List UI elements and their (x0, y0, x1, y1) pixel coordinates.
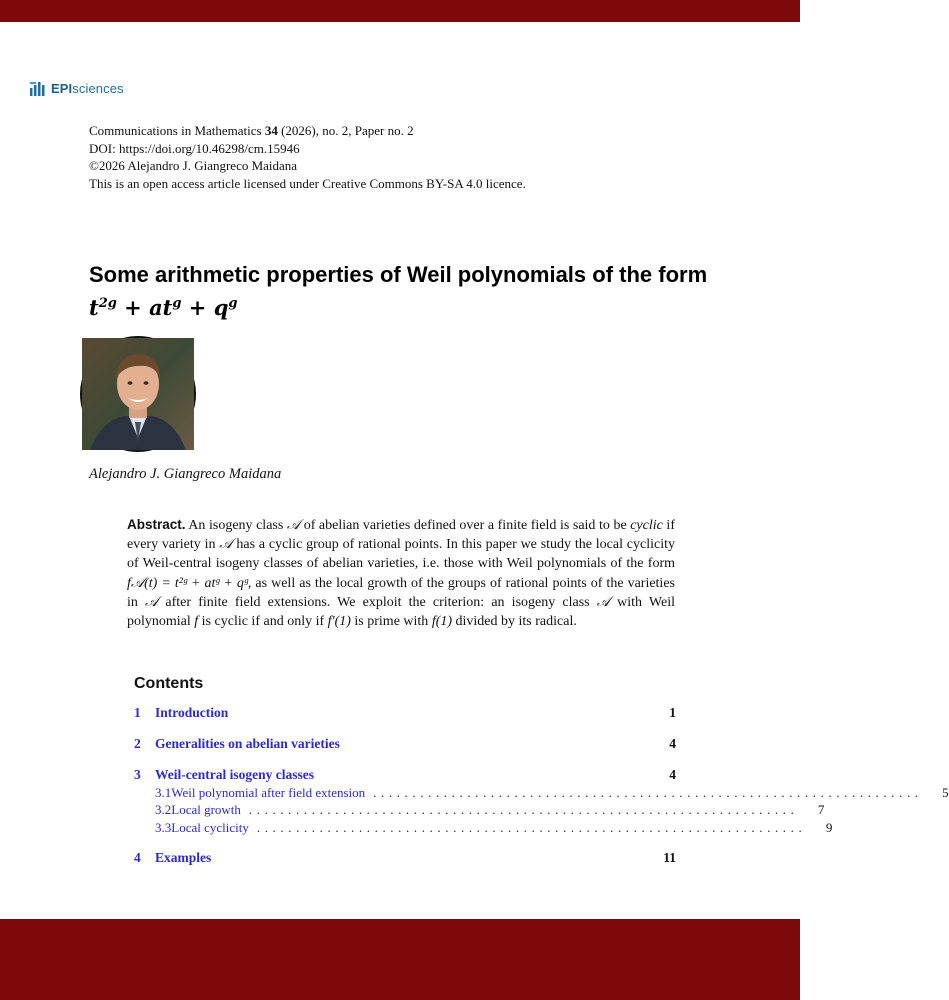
top-color-band (0, 0, 800, 22)
publication-metadata (89, 122, 526, 192)
toc-entry-local-growth[interactable]: 3.2 Local growth ...................................................................... 7 (155, 802, 825, 817)
toc-entry-weil-central[interactable]: 3 Weil-central isogeny classes 4 (134, 767, 676, 782)
doi-line[interactable]: DOI: https://doi.org/10.46298/cm.15946 (89, 140, 300, 156)
abstract-formula: f𝒜(t) = t²ᵍ + atᵍ + qᵍ (127, 575, 248, 591)
toc-entry-weil-polynomial-extension[interactable]: 3.1 Weil polynomial after field extension ...................................................................... 5 (155, 785, 949, 800)
bottom-color-band (0, 919, 800, 1000)
license-line: This is an open access article licensed under Creative Commons BY-SA 4.0 licence. (89, 175, 526, 191)
toc-entry-examples[interactable]: 4 Examples 11 (134, 850, 676, 865)
journal-citation: Communications in Mathematics 34 (2026), no. 2, Paper no. 2 (89, 123, 414, 138)
toc-entry-local-cyclicity[interactable]: 3.3 Local cyclicity ...................................................................... 9 (155, 820, 833, 835)
copyright-line: ©2026 Alejandro J. Giangreco Maidana (89, 158, 298, 173)
abstract: Abstract. An isogeny class 𝒜 of abelian varieties defined over a finite field is said to be cyclic if every variety in 𝒜 has a cyclic group of rational points. In this paper we study the local cyclicity of Weil-central isogeny classes of abelian varieties, i.e. those with Weil polynomials of the form f𝒜(t) = t²ᵍ + atᵍ + qᵍ, as well as the local growth of the groups of rational points of the varieties in 𝒜 after finite field extensions. We exploit the criterion: an isogeny class 𝒜 with Weil polynomial f is cyclic if and only if f′(1) is prime with f(1) divided by its radical. (127, 517, 675, 630)
author-name: Alejandro J. Giangreco Maidana (89, 466, 282, 482)
episciences-logo-icon (30, 80, 48, 96)
logo-text: EPIsciences (51, 80, 124, 96)
toc-entry-generalities[interactable]: 2 Generalities on abelian varieties 4 (134, 736, 676, 751)
author-photo (80, 336, 196, 452)
title-formula: $t^{2g} + at^g + q^g$ (89, 295, 238, 320)
abstract-label: Abstract. (127, 517, 186, 532)
contents-heading: Contents (134, 675, 204, 692)
paper-title (89, 260, 769, 322)
toc-entry-introduction[interactable]: 1 Introduction 1 (134, 705, 676, 720)
episciences-logo[interactable] (30, 80, 124, 96)
title-text: Some arithmetic properties of Weil polynomials of the form (89, 262, 708, 287)
